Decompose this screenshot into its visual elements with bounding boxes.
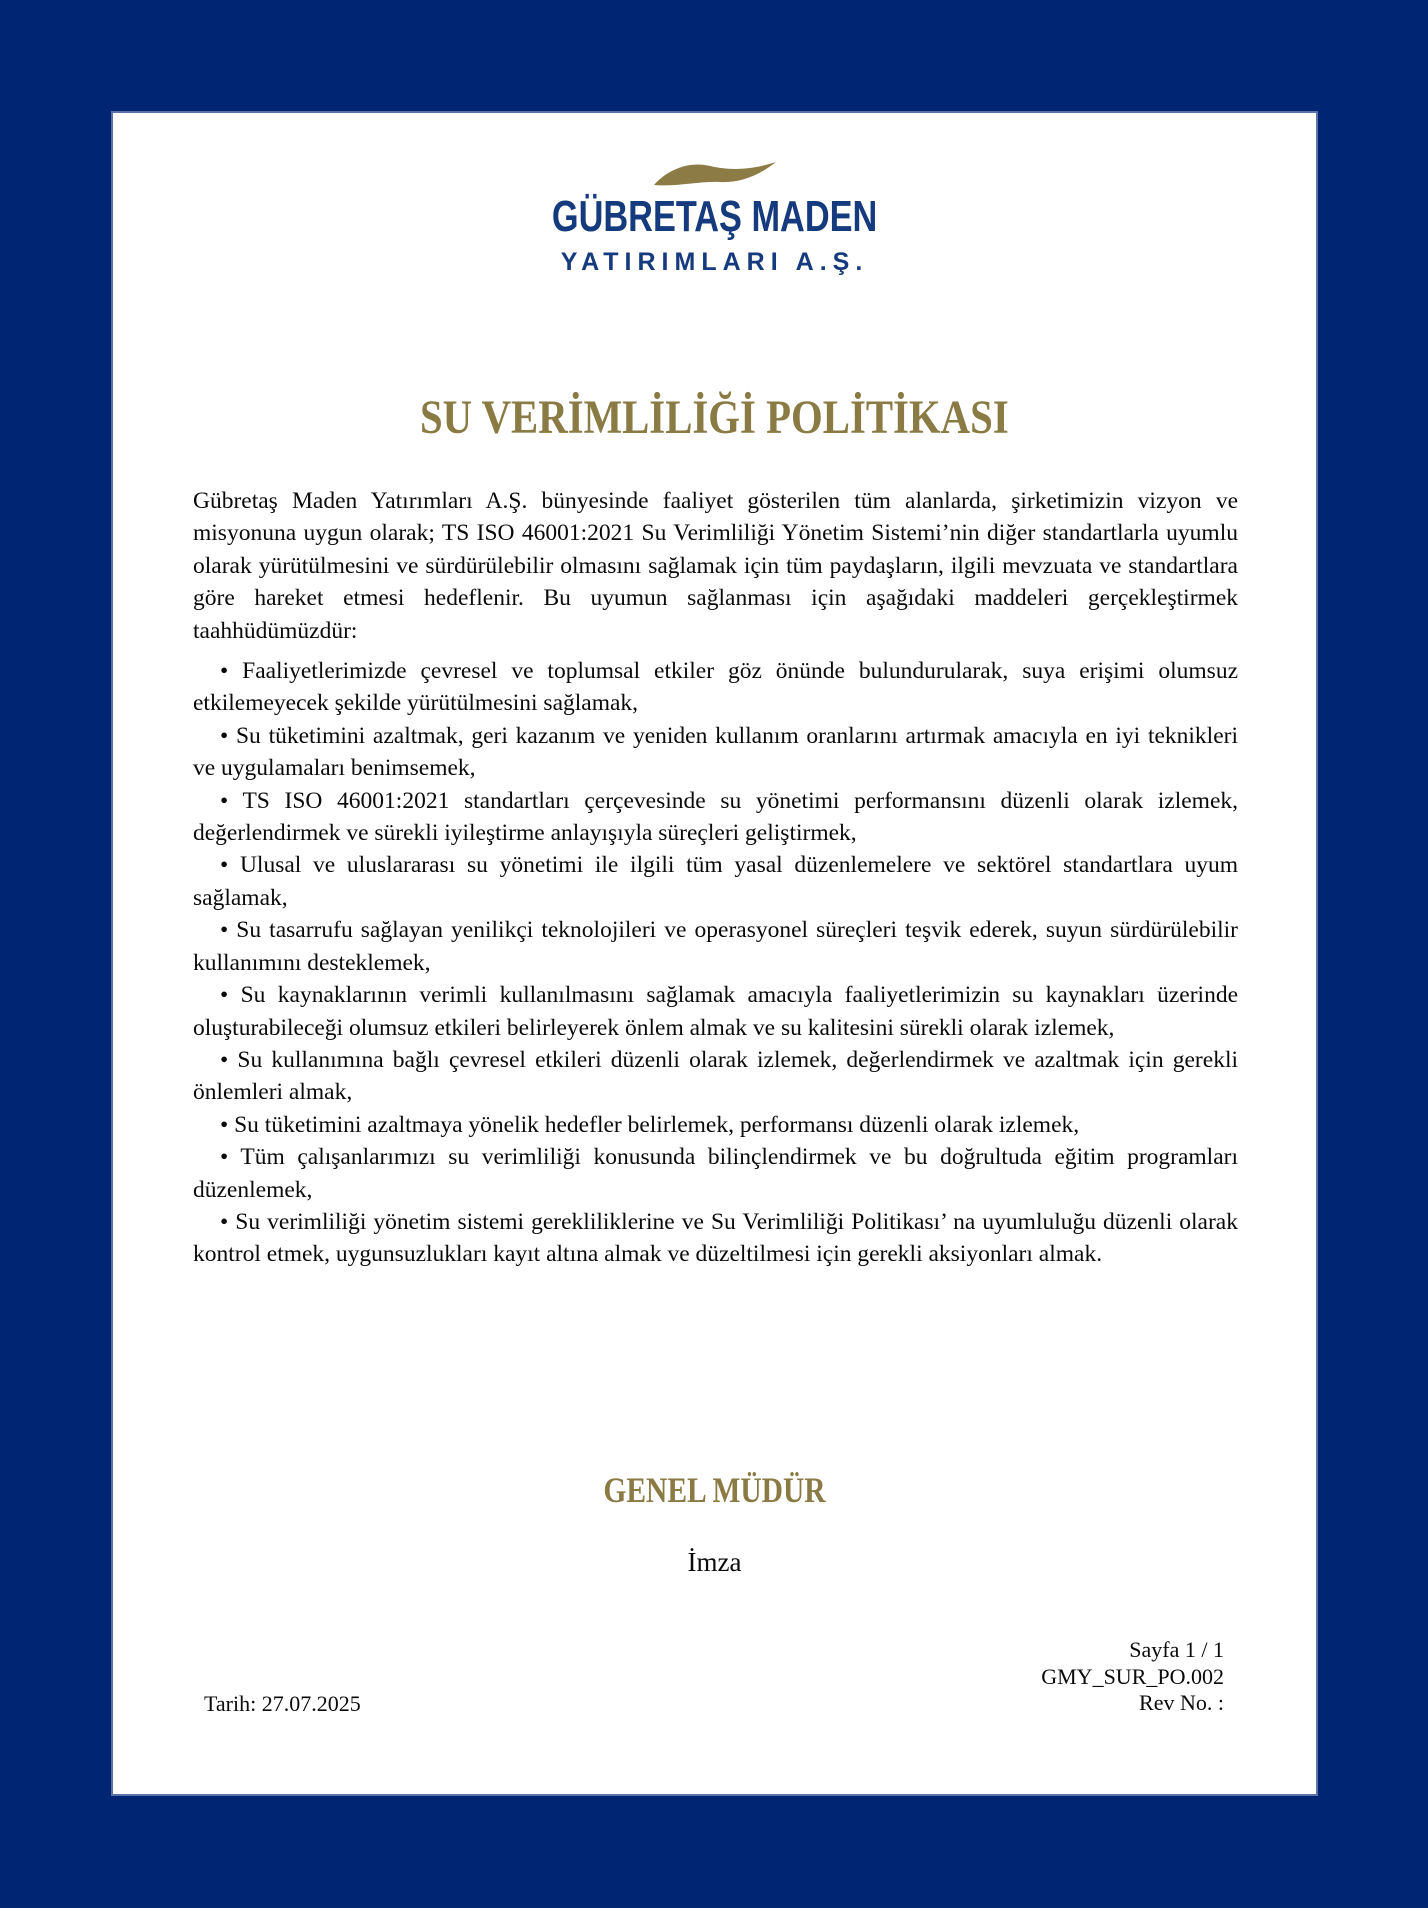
bullet-item: • TS ISO 46001:2021 standartları çerçevesinde su yönetimi performansını düzenli olarak izlemek, değerlendirmek ve sürekli iyileştirme anlayışıyla süreçleri geliştirmek, — [193, 787, 1238, 847]
footer-page-number: Sayfa 1 / 1 — [1129, 1637, 1224, 1662]
brand-name — [113, 191, 1316, 243]
bullet-item: • Su kaynaklarının verimli kullanılmasını sağlamak amacıyla faaliyetlerimizin su kaynakları üzerinde oluşturabileceği olumsuz etkileri belirleyerek önlem almak ve su kalitesini sürekli olarak izlemek, — [193, 982, 1238, 1041]
bullet-item: • Ulusal ve uluslararası su yönetimi ile ilgili tüm yasal düzenlemelere ve sektörel standartlara uyum sağlamak, — [193, 852, 1238, 911]
bullet-item: • Su verimliliği yönetim sistemi gerekliliklerine ve Su Verimliliği Politikası’ na uyumluluğu düzenli olarak kontrol etmek, uygunsuzlukları kayıt altına almak ve düzeltilmesi için gerekli aksiyonları almak. — [193, 1208, 1238, 1268]
bullet-item: • Su kullanımına bağlı çevresel etkileri düzenli olarak izlemek, değerlendirmek ve azaltmak için gerekli önlemleri almak, — [193, 1046, 1238, 1106]
brand-name-text: GÜBRETAŞ MADEN — [551, 192, 878, 241]
bullet-item: • Tüm çalışanlarımızı su verimliliği konusunda bilinçlendirmek ve bu doğrultuda eğitim programları düzenlemek, — [193, 1144, 1238, 1203]
signature-label: İmza — [687, 1547, 742, 1577]
bullet-item: • Su tüketimini azaltmaya yönelik hedefler belirlemek, performansı düzenli olarak izlemek, — [220, 1111, 1080, 1138]
intro-paragraph: Gübretaş Maden Yatırımları A.Ş. bünyesinde faaliyet gösterilen tüm alanlarda, şirketimizin vizyon ve misyonuna uygun olarak; TS ISO 46001:2021 Su Verimliliği Yönetim Sistemi’nin diğer standartlarla uyumlu olarak yürütülmesini ve sürdürülebilir olmasını sağlamak için tüm paydaşların, ilgili mevzuata ve standartlara göre hareket etmesi hedeflenir. Bu uyumun sağlanması için aşağıdaki maddeleri gerçekleştirmek taahhüdümüzdür: — [193, 488, 1238, 644]
logo — [113, 159, 1316, 194]
page-title-text: SU VERİMLİLİĞİ POLİTİKASI — [420, 391, 1009, 444]
policy-body — [193, 485, 1238, 1271]
page-title — [113, 391, 1316, 445]
signature-title — [113, 1469, 1316, 1511]
footer-date: Tarih: 27.07.2025 — [204, 1691, 361, 1716]
footer-rev-no: Rev No. : — [1139, 1690, 1224, 1715]
wave-swoosh-icon — [652, 159, 778, 194]
bullet-item: • Faaliyetlerimizde çevresel ve toplumsal etkiler göz önünde bulundurularak, suya erişimi olumsuz etkilemeyecek şekilde yürütülmesini sağlamak, — [193, 658, 1238, 717]
signature-title-text: GENEL MÜDÜR — [603, 1470, 826, 1510]
policy-bullet-list — [193, 655, 1238, 1271]
footer-right-block — [1041, 1637, 1224, 1717]
bullet-item: • Su tasarrufu sağlayan yenilikçi teknolojileri ve operasyonel süreçleri teşvik ederek, suyun sürdürülebilir kullanımını desteklemek, — [193, 917, 1238, 976]
footer-doc-code: GMY_SUR_PO.002 — [1041, 1663, 1224, 1689]
bullet-item: • Su tüketimini azaltmak, geri kazanım ve yeniden kullanım oranlarını artırmak amacıyla en iyi teknikleri ve uygulamaları benimsemek, — [193, 722, 1238, 782]
brand-subtitle: YATIRIMLARI A.Ş. — [560, 248, 869, 276]
policy-page — [113, 113, 1316, 1794]
